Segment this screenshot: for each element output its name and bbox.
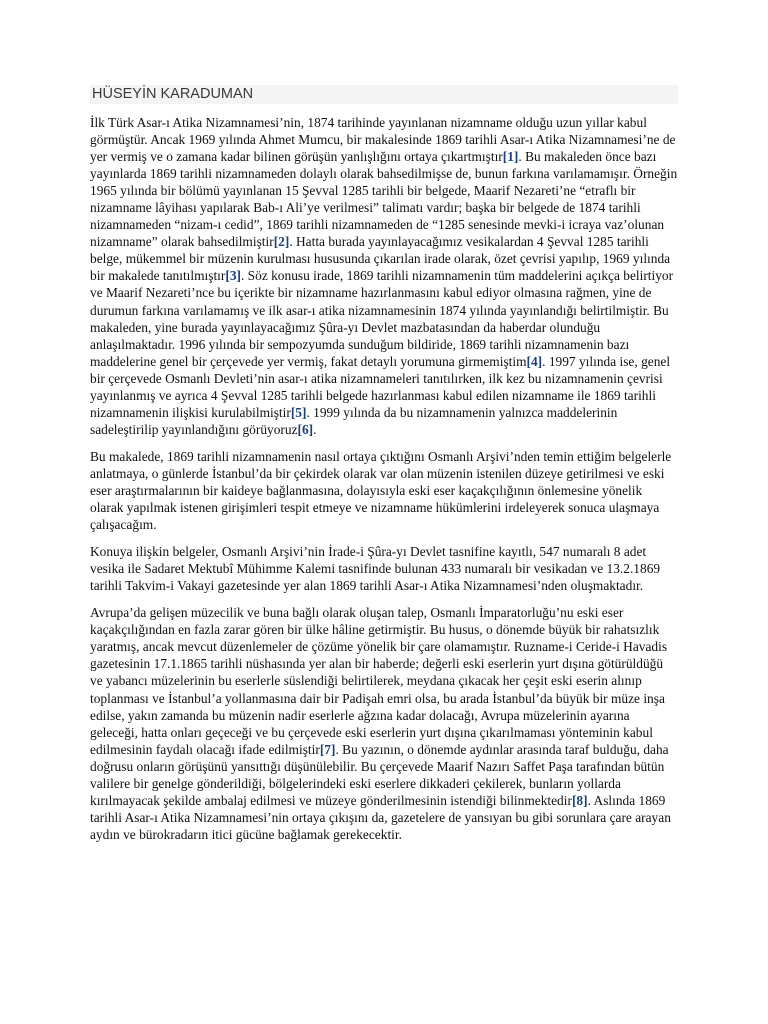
footnote-link[interactable]: [3] (225, 268, 241, 284)
author-name: HÜSEYİN KARADUMAN (90, 85, 678, 104)
footnote-link[interactable]: [5] (290, 404, 307, 420)
paragraph-text: Avrupa’da gelişen müzecilik ve buna bağlı olarak oluşan talep, Osmanlı İmparatorluğu’nu eski eser kaçakçılığından en fazla zarar gören bir ülke hâline getirmiştir. Bu husus, o dönemde büyük bir rahatsızlık yaratmış, ancak mevcut düzenlemeler de çözüme yönelik bir çare olamamıştır. Ruzname-i Ceride-i Havadis gazetesinin 17.1.1865 tarihli nüshasında yer alan bir haberde; değerli eski eserlerin yurt dışına götürüldüğü ve yabancı müzelerinin bu eserlerle süslendiği belirtilerek, meydana çıkacak her çeşit eski eserin alınıp toplanması ve İstanbul’a yollanmasına dair bir Padişah emri olsa, bu arada İstanbul’da büyük bir müze inşa edilse, yakın zamanda bu müzenin nadir eserlerle ağzına kadar dolacağı, Avrupa müzelerinin ayarına geleceği, hatta onları geçeceği ve bu çerçevede eski eserlerin yurt dışına çıkarılmaması yönteminin kabul edilmesinin faydalı olacağı ifade edilmiştir (90, 605, 668, 757)
paragraph-text: . Bu yazının, o dönemde aydınlar arasında taraf bulduğu, daha doğrusu onların görüşünü yansıttığı düşünülebilir. Bu çerçevede Maarif Nazırı Saffet Paşa tarafından bütün valilere bir genelge gönderildiği, bölgelerindeki eski eserlere dikkaderi çekilerek, bunların yollarda kırılmayacak şekilde ambalaj edilmesi ve müzeye gönderilmesinin istendiği bilinmektedir (90, 741, 669, 808)
paragraph-text: . Söz konusu irade, 1869 tarihli nizamnamenin tüm maddelerini açıkça belirtiyor ve Maarif Nezareti’nce bu içerikte bir nizamname hazırlanmasını kabul ediyor olmasına rağmen, yine de durumun farkına varılamamış ve ilk asar-ı atika nizamnamesinin 1874 yılında yayınlandığı belirtilmiştir. Bu makaleden, yine burada yayınlayacağımız Şûra-yı Devlet mazbatasından da haberdar olunduğu anlaşılmaktadır. 1996 yılında bir sempozyumda sunduğum bildiride, 1869 tarihli nizamnamenin bazı maddelerine genel bir çerçevede yer vermiş, fakat detaylı yorumuna girmemiştim (90, 268, 674, 369)
paragraph-text: . 1997 yılında ise, genel bir çerçevede Osmanlı Devleti’nin asar-ı atika nizamnameleri tanıtılırken, ilk kez bu nizamnamenin çevrisi yayınlanmış ve ayrıca 4 Şevval 1285 tarihli belgede hazırlanması kabul edilen nizamname ile 1869 tarihli nizamnamenin ilişkisi kurulabilmiştir (90, 353, 671, 420)
paragraph-text: Konuya ilişkin belgeler, Osmanlı Arşivi’nin İrade-i Şûra-yı Devlet tasnifine kayıtlı, 547 numaralı 8 adet vesika ile Sadaret Mektubî Mühimme Kalemi tasnifinde bulunan 433 numaralı bir vesikadan ve 13.2.1869 tarihli Takvim-i Vakayi gazetesinde yer alan 1869 tarihli Asar-ı Atika Nizamnamesi’nden oluşmaktadır. (90, 544, 661, 594)
paragraph-text: . (313, 421, 317, 437)
footnote-link[interactable]: [1] (502, 149, 519, 165)
paragraph (90, 448, 678, 533)
paragraph (90, 604, 678, 843)
paragraph-text: . 1999 yılında da bu nizamnamenin yalnızca maddelerinin sadeleştirilip yayınlandığını görüyoruz (90, 404, 618, 437)
paragraph-text: Bu makalede, 1869 tarihli nizamnamenin nasıl ortaya çıktığını Osmanlı Arşivi’nden temin ettiğim belgelerle anlatmaya, o günlerde İstanbul’da bir çekirdek olarak var olan müzenin istenilen düzeye getirilmesi ve eski eser araştırmalarının bir kaideye bağlanmasına, dolayısıyla eski eser kaçakçılığının önlemesine yönelik olarak yapılmak istenen girişimleri tespit etmeye ve nizamname hükümlerini irdeleyerek sonuca ulaşmaya çalışacağım. (90, 448, 672, 533)
paragraph-text: İlk Türk Asar-ı Atika Nizamnamesi’nin, 1874 tarihinde yayınlanan nizamname olduğu uzun yıllar kabul görmüştür. Ancak 1969 yılında Ahmet Mumcu, bir makalesinde 1869 tarihli Asar-ı Atika Nizamnamesi’ne de yer vermiş ve o zamana kadar bilinen görüşün yanlışlığını ortaya çıkartmıştır (90, 115, 676, 165)
footnote-link[interactable]: [4] (526, 353, 543, 369)
paragraph-text: . Aslında 1869 tarihli Asar-ı Atika Nizamnamesi’nin ortaya çıkışını da, gazetelere de yansıyan bu gibi sorunlara çare arayan aydın ve bürokradarın itici gücüne bağlamak gerekecektir. (90, 792, 671, 842)
paragraph (90, 543, 678, 594)
footnote-link[interactable]: [8] (571, 792, 588, 808)
paragraph (90, 114, 678, 438)
footnote-link[interactable]: [2] (273, 234, 290, 250)
paragraph-text: . Bu makaleden önce bazı yayınlarda 1869 tarihli nizamnameden dolaylı olarak bahsedilmişse de, bunun farkına varılamamışır. Örneğin 1965 yılında bir bölümü yayınlanan 15 Şevval 1285 tarihli bir belgede, Maarif Nezareti’ne “etraflı bir nizamname lâyihası yapılarak Bab-ı Ali’ye verilmesi” talimatı vardır; başka bir belgede de 1874 tarihli nizamnameden “nizam-ı cedid”, 1869 tarihli nizamnameden de “1285 senesinde mevki-i icraya vaz’olunan nizamname” olarak bahsedilmiştir (90, 149, 678, 250)
article-page (90, 85, 678, 853)
paragraph-text: . Hatta burada yayınlayacağımız vesikalardan 4 Şevval 1285 tarihli belge, mükemmel bir müzenin kurulması hususunda çıkarılan irade olarak, özet çevrisi yapılıp, 1969 yılında bir makalede tanıtılmıştır (90, 234, 671, 284)
article-body (90, 114, 678, 843)
footnote-link[interactable]: [6] (297, 421, 314, 437)
footnote-link[interactable]: [7] (319, 741, 336, 757)
